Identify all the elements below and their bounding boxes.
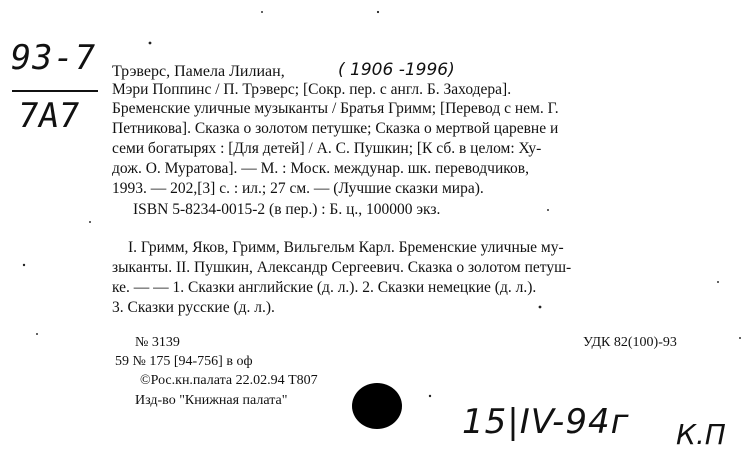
body-line-6: 1993. — 202,[3] с. : ил.; 27 см. — (Лучшие сказки мира). — [112, 180, 484, 197]
handwritten-initials: К.П — [676, 418, 726, 451]
shelfmark-top: 93-7 — [6, 38, 100, 78]
publisher-line: Изд-во "Книжная палата" — [135, 393, 288, 408]
body-line-3: Петникова]. Сказка о золотом петушке; Сказка о мертвой царевне и — [112, 120, 559, 137]
body-line-4: семи богатырях : [Для детей] / А. С. Пушкин; [К сб. в целом: Ху- — [112, 140, 542, 157]
udk-code: УДК 82(100)-93 — [583, 335, 677, 350]
author-heading: Трэверс, Памела Лилиан, — [112, 63, 285, 80]
order-line: 59 № 175 [94-756] в оф — [115, 354, 253, 369]
tracings-line-4: 3. Сказки русские (д. л.). — [112, 299, 275, 316]
body-line-5: дож. О. Муратова]. — М. : Моск. междунар. шк. переводчиков, — [112, 160, 529, 177]
body-line-1: Мэри Поппинс / П. Трэверс; [Сокр. пер. с англ. Б. Заходера]. — [112, 81, 512, 98]
isbn-line: ISBN 5-8234-0015-2 (в пер.) : Б. ц., 100000 экз. — [133, 201, 441, 218]
tracings-line-1: I. Гримм, Яков, Гримм, Вильгельм Карл. Бременские уличные му- — [128, 239, 564, 256]
tracings-line-3: ке. — — 1. Сказки английские (д. л.). 2. Сказки немецкие (д. л.). — [112, 279, 537, 296]
handwritten-date: 15|IV-94г — [462, 402, 630, 442]
number-line: № 3139 — [135, 335, 180, 350]
shelfmark-bottom: 7A7 — [15, 96, 83, 136]
author-dates-handwritten: ( 1906 -1996) — [338, 60, 455, 80]
body-line-2: Бременские уличные музыканты / Братья Гримм; [Перевод с нем. Г. — [112, 100, 559, 117]
book-chamber-line: ©Рос.кн.палата 22.02.94 Т807 — [140, 373, 318, 388]
tracings-line-2: зыканты. II. Пушкин, Александр Сергеевич. Сказка о золотом петуш- — [112, 259, 572, 276]
